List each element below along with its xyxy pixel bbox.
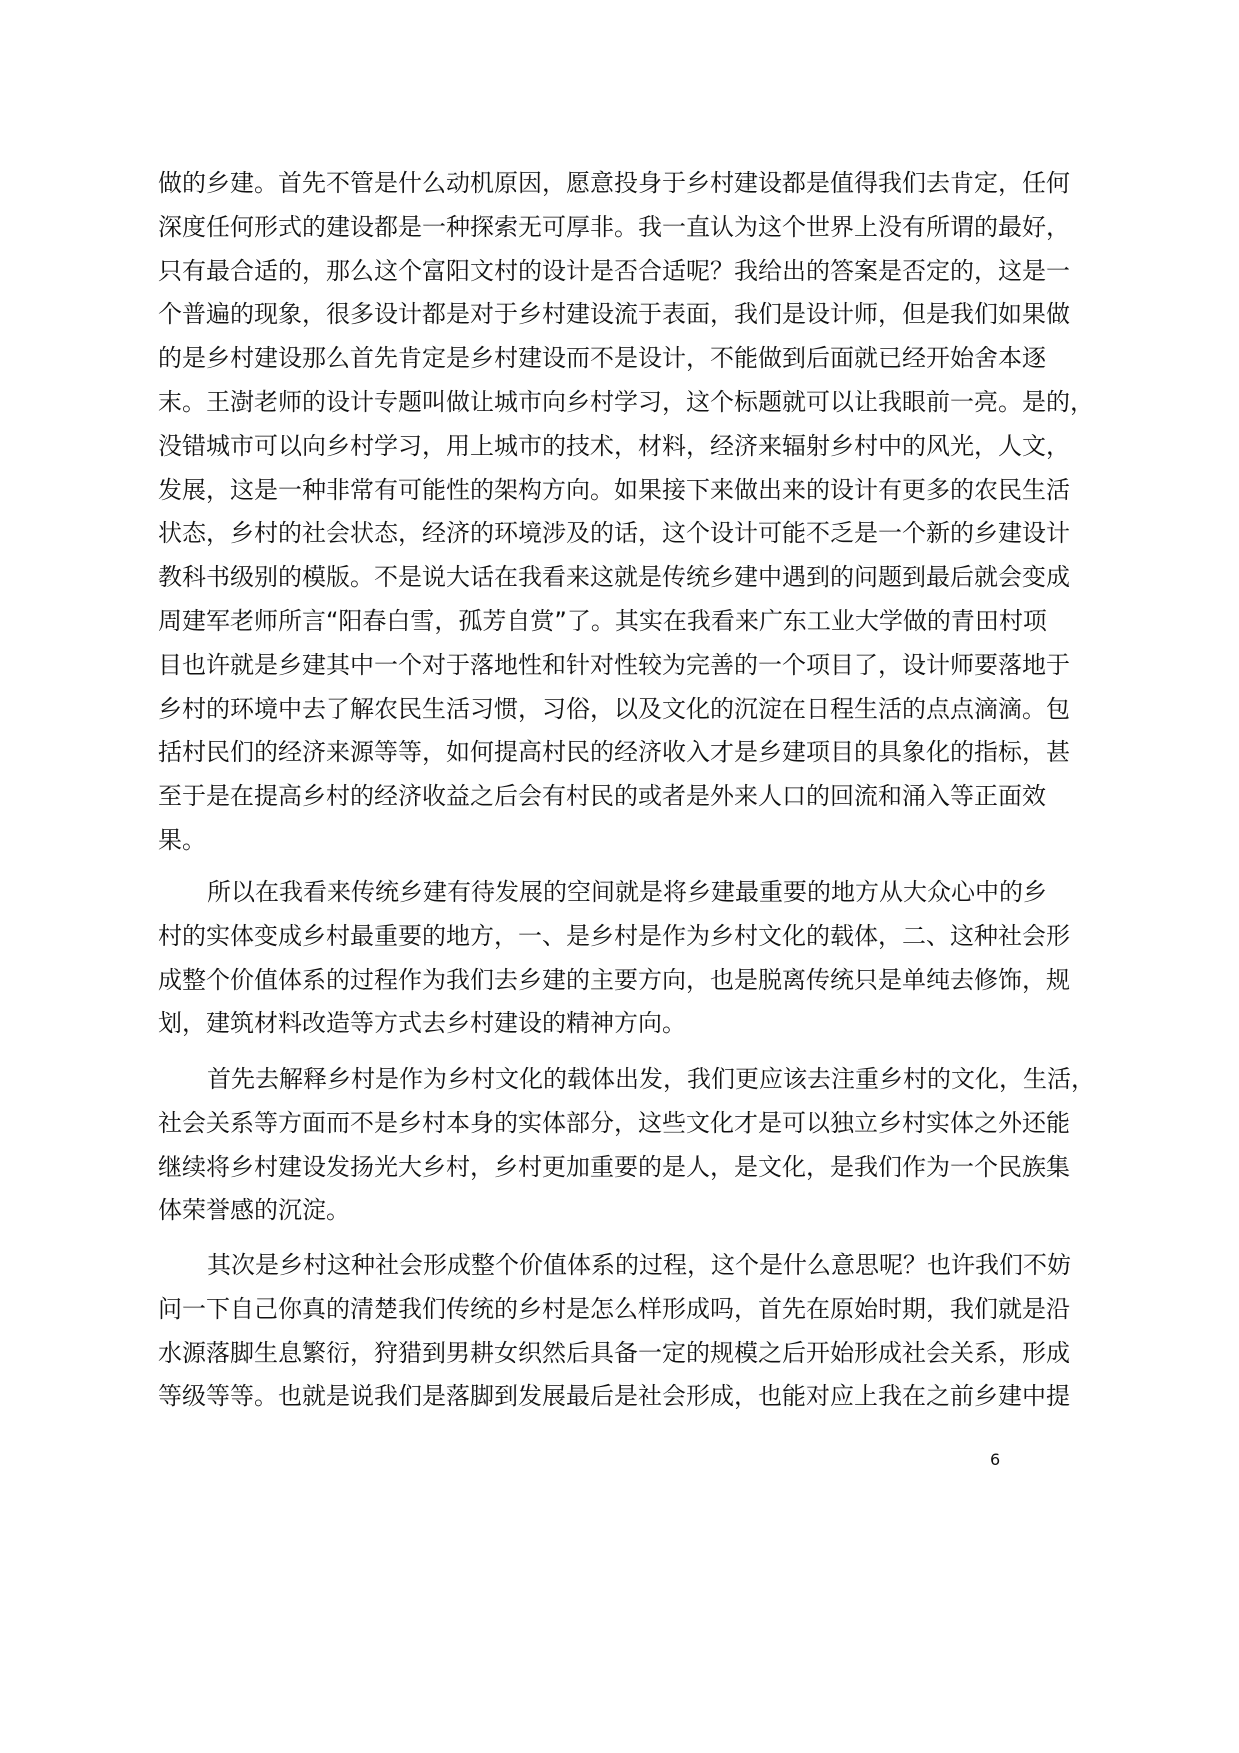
text-line: 个普遍的现象，很多设计都是对于乡村建设流于表面，我们是设计师，但是我们如果做: [158, 300, 1070, 329]
text-line: 至于是在提高乡村的经济收益之后会有村民的或者是外来人口的回流和涌入等正面效: [158, 782, 1046, 811]
text-line: 只有最合适的，那么这个富阳文村的设计是否合适呢？我给出的答案是否定的，这是一: [158, 256, 1070, 285]
page-number: 6: [990, 1450, 1001, 1469]
text-line: 问一下自己你真的清楚我们传统的乡村是怎么样形成吗，首先在原始时期，我们就是沿: [158, 1294, 1070, 1323]
text-line: 等级等等。也就是说我们是落脚到发展最后是社会形成，也能对应上我在之前乡建中提: [158, 1382, 1070, 1411]
text-line: 水源落脚生息繁衍，狩猎到男耕女织然后具备一定的规模之后开始形成社会关系，形成: [158, 1338, 1070, 1367]
text-line: 其次是乡村这种社会形成整个价值体系的过程，这个是什么意思呢？也许我们不妨: [207, 1251, 1071, 1279]
text-line: 乡村的环境中去了解农民生活习惯，习俗，以及文化的沉淀在日程生活的点点滴滴。包: [158, 694, 1070, 723]
text-line: 括村民们的经济来源等等，如何提高村民的经济收入才是乡建项目的具象化的指标，甚: [158, 738, 1070, 767]
text-line: 村的实体变成乡村最重要的地方，一、是乡村是作为乡村文化的载体，二、这种社会形: [158, 921, 1070, 950]
text-line: 成整个价值体系的过程作为我们去乡建的主要方向，也是脱离传统只是单纯去修饰，规: [158, 965, 1070, 994]
text-line: 做的乡建。首先不管是什么动机原因，愿意投身于乡村建设都是值得我们去肯定，任何: [158, 169, 1070, 197]
text-line: 状态，乡村的社会状态，经济的环境涉及的话，这个设计可能不乏是一个新的乡建设计: [158, 519, 1070, 548]
text-line: 末。王澍老师的设计专题叫做让城市向乡村学习，这个标题就可以让我眼前一亮。是的，: [158, 388, 1094, 416]
text-line: 继续将乡村建设发扬光大乡村，乡村更加重要的是人，是文化，是我们作为一个民族集: [158, 1152, 1070, 1181]
text-line: 所以在我看来传统乡建有待发展的空间就是将乡建最重要的地方从大众心中的乡: [207, 878, 1047, 906]
text-line: 教科书级别的模版。不是说大话在我看来这就是传统乡建中遇到的问题到最后就会变成: [158, 563, 1070, 592]
text-line: 周建军老师所言“阳春白雪，孤芳自赏”了。其实在我看来广东工业大学做的青田村项: [158, 607, 1047, 635]
text-line: 首先去解释乡村是作为乡村文化的载体出发，我们更应该去注重乡村的文化，生活，: [207, 1065, 1095, 1093]
text-line: 目也许就是乡建其中一个对于落地性和针对性较为完善的一个项目了，设计师要落地于: [158, 650, 1070, 679]
text-line: 社会关系等方面而不是乡村本身的实体部分，这些文化才是可以独立乡村实体之外还能: [158, 1108, 1070, 1137]
text-line: 的是乡村建设那么首先肯定是乡村建设而不是设计，不能做到后面就已经开始舍本逐: [158, 344, 1046, 373]
text-line: 划，建筑材料改造等方式去乡村建设的精神方向。: [158, 1009, 686, 1038]
text-line: 果。: [158, 826, 206, 854]
text-line: 深度任何形式的建设都是一种探索无可厚非。我一直认为这个世界上没有所谓的最好，: [158, 212, 1070, 241]
text-line: 发展，这是一种非常有可能性的架构方向。如果接下来做出来的设计有更多的农民生活: [158, 475, 1070, 504]
text-line: 没错城市可以向乡村学习，用上城市的技术，材料，经济来辐射乡村中的风光，人文，: [158, 431, 1070, 460]
text-line: 体荣誉感的沉淀。: [158, 1196, 350, 1225]
